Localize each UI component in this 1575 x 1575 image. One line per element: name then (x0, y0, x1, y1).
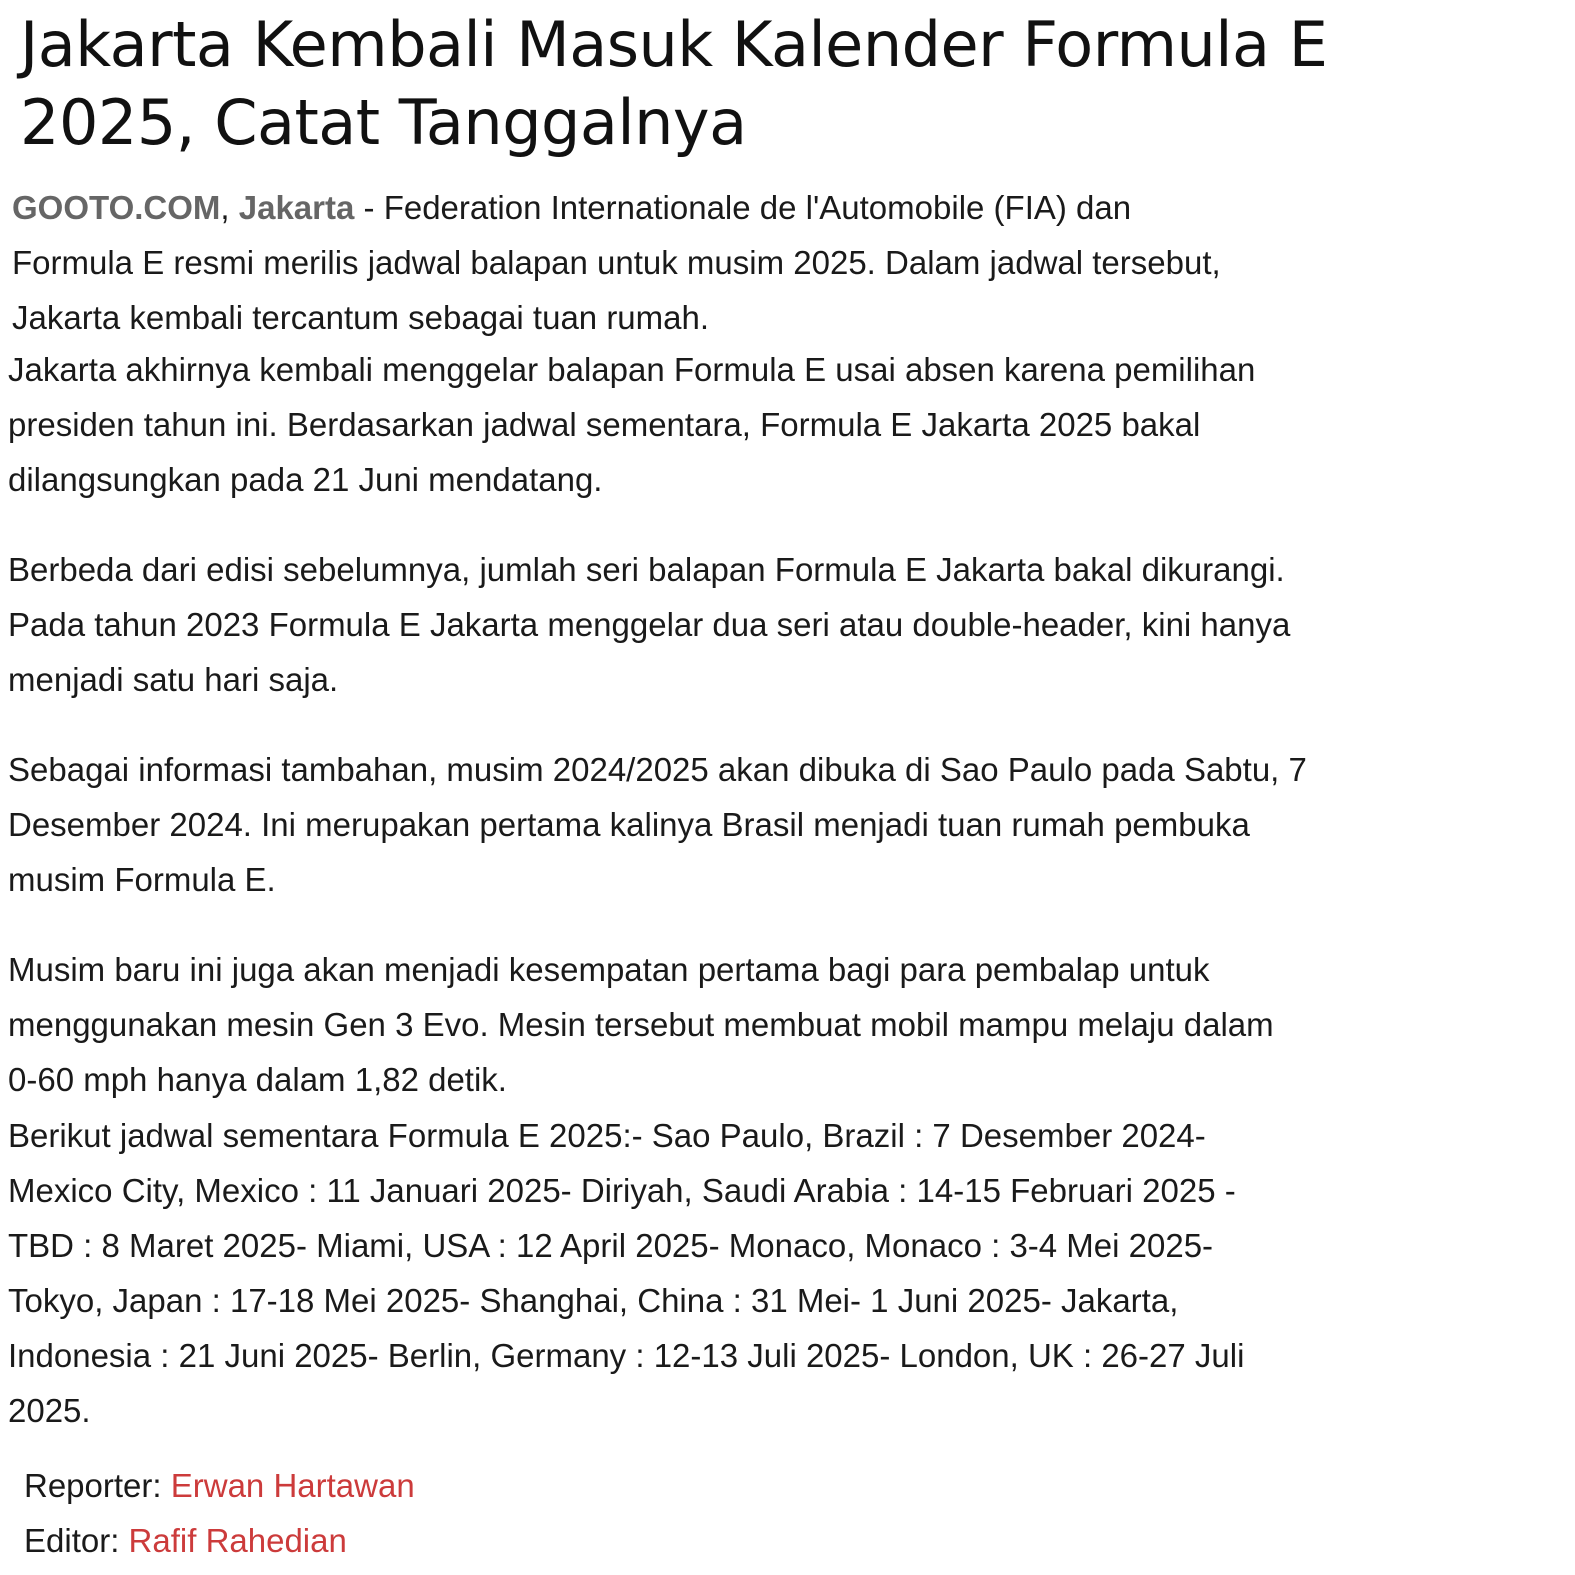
reporter-label: Reporter: (24, 1467, 171, 1504)
dateline-city: Jakarta (238, 189, 355, 226)
dateline-dash: - (354, 189, 384, 226)
reporter-link[interactable]: Erwan Hartawan (170, 1467, 415, 1504)
lead-text: Federation Internationale de l'Automobile (FIA) dan Formula E resmi merilis jadwal balapan untuk musim 2025. Dalam jadwal tersebut, Jakarta kembali tercantum sebagai tuan rumah. (12, 189, 1221, 336)
reporter-line (24, 1458, 415, 1513)
dateline-separator: , (220, 189, 239, 226)
paragraph-2: Berbeda dari edisi sebelumnya, jumlah seri balapan Formula E Jakarta bakal dikurangi. Pada tahun 2023 Formula E Jakarta menggelar dua seri atau double-header, kini hanya menjadi satu hari saja. (8, 551, 1291, 698)
paragraph-1: Jakarta akhirnya kembali menggelar balapan Formula E usai absen karena pemilihan presiden tahun ini. Berdasarkan jadwal sementara, Formula E Jakarta 2025 bakal dilangsungkan pada 21 Juni mendatang. (8, 351, 1256, 498)
article-headline: Jakarta Kembali Masuk Kalender Formula E 2025, Catat Tanggalnya (20, 8, 1328, 159)
editor-link[interactable]: Rafif Rahedian (128, 1522, 347, 1559)
article-credits (24, 1458, 415, 1568)
paragraph-3: Sebagai informasi tambahan, musim 2024/2025 akan dibuka di Sao Paulo pada Sabtu, 7 Desember 2024. Ini merupakan pertama kalinya Brasil menjadi tuan rumah pembuka musim Formula E. (8, 751, 1307, 898)
paragraph-4: Musim baru ini juga akan menjadi kesempatan pertama bagi para pembalap untuk menggunakan mesin Gen 3 Evo. Mesin tersebut membuat mobil mampu melaju dalam 0-60 mph hanya dalam 1,82 detik. (8, 951, 1274, 1098)
article-lead (12, 180, 1222, 345)
schedule-paragraph: Berikut jadwal sementara Formula E 2025:- Sao Paulo, Brazil : 7 Desember 2024- Mexico City, Mexico : 11 Januari 2025- Diriyah, Saudi Arabia : 14-15 Februari 2025 - TBD : 8 Maret 2025- Miami, USA : 12 April 2025- Monaco, Monaco : 3-4 Mei 2025- Tokyo, Japan : 17-18 Mei 2025- Shanghai, China : 31 Mei- 1 Juni 2025- Jakarta, Indonesia : 21 Juni 2025- Berlin, Germany : 12-13 Juli 2025- London, UK : 26-27 Juli 2025. (8, 1117, 1245, 1429)
editor-label: Editor: (24, 1522, 129, 1559)
editor-line (24, 1513, 415, 1568)
dateline-source: GOOTO.COM (12, 189, 221, 226)
